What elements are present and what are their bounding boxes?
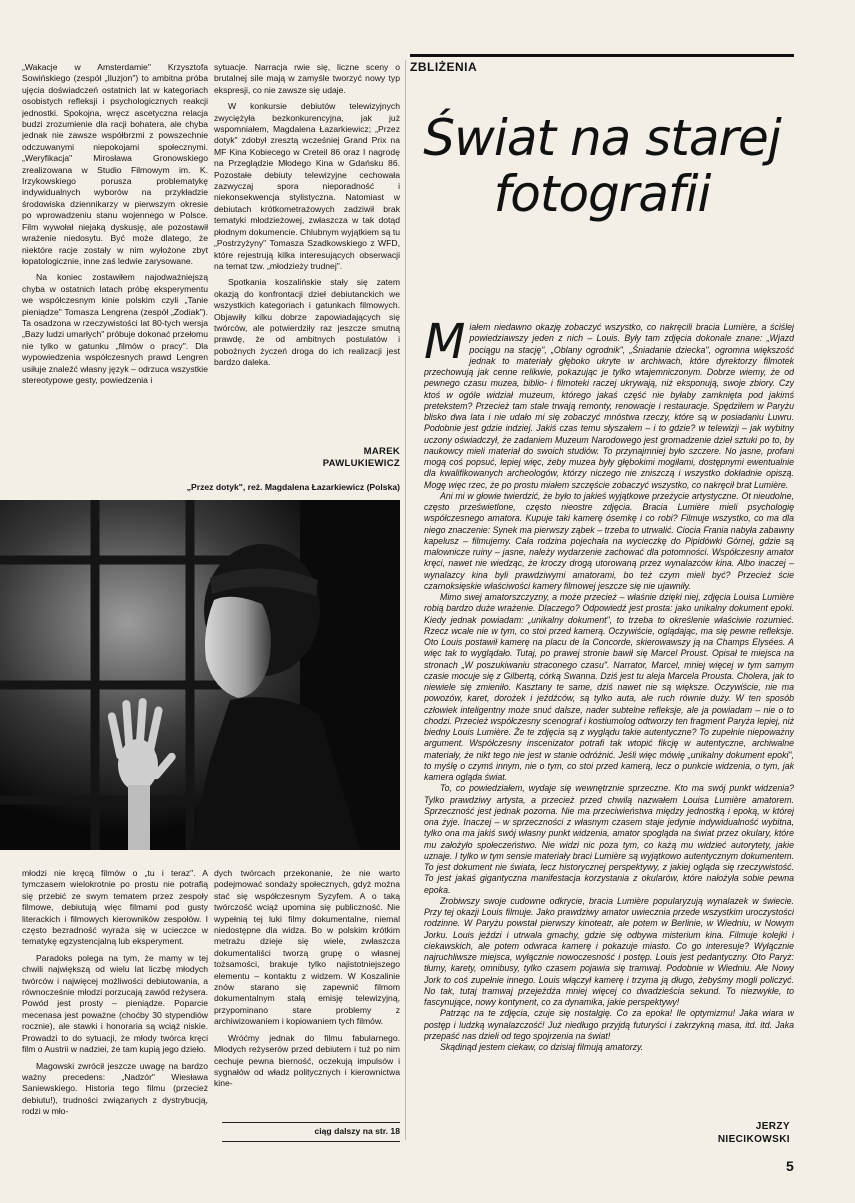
page-number: 5	[786, 1158, 794, 1174]
lead-paragraph-text: iałem niedawno okazję zobaczyć wszystko, co nakręcili bracia Lumière, a ściślej powiedziawszy jeden z nich – Louis. Były tam zdjęcia dokonale znane: „Wjazd pociągu na stację", „Oblany ogrodnik", „Śniadanie dziecka", ogromna większość jednak to materiały głęboko ukryte w archiwach, które dyrektorzy filmotek przechowują jak cenne relikwie, pokazując je tylko wtajemniczonym. Dobrze wiemy, że od pewnego czasu muzea, biblio- i filmoteki raczej ukrywają, niż eksponują, swoje zbiory. Czy ktoś w ogóle widział muzeum, którego jakaś część nie byłaby zamknięta pod jakimś pretekstem? Przecież tam stale trwają remonty, renowacje i restauracje. Spędziłem w Paryżu blisko dwa lata i nie udało mi się zobaczyć mnóstwa rzeczy, które są w posiadaniu Luwru. Podobnie jest gdzie indziej. Jakiś czas temu słyszałem – i to gdzie? w telewizji – jak wybitny uczony oświadczył, że zadaniem Muzeum Narodowego jest gromadzenie dzieł sztuki po to, by naukowcy mieli materiał do swoich studiów. To przynajmniej było szczere. No jasne, profani mogą coś popsuć, lepiej więc, żeby muzea były głębokimi mogiłami, dostępnymi ewentualnie dla kwalifikowanych archeologów, którzy niczego nie zniszczą i wszystko dokładnie opiszą. Mogę więc rzec, że po prostu miałem szczęście zobaczyć wszystko, co nakręcił brat Lumière.	[424, 322, 794, 490]
paragraph: Magowski zwrócił jeszcze uwagę na bardzo ważny precedens: „Nadzór" Wiesława Saniewskiego. Historia tego filmu (przecież debiutu!), trudności związanych z dystrybucją, rodzi w mło-	[22, 1060, 208, 1117]
paragraph: Zrobiwszy swoje cudowne odkrycie, bracia Lumière popularyzują wynalazek w świecie. Przy tej okazji Louis filmuje. Jako prawdziwy amator uwiecznia przede wszystkim uroczystości rodzinne. W Paryżu powstał pierwszy kinoteatr, ale potem w Berlinie, w Wiedniu, w Nowym Jorku. Louis jeździ i utrwala gmachy, gdzie się odbywa misterium kina. Filmuje kolejki i ciekawskich, ale potem odwraca kamerę i pokazuje miasto. Co go interesuje? Wyłącznie najruchliwsze miejsca, wyłącznie nowoczesność i postęp. Louis jest pedantyczny. Oto Paryż: tłumy, karety, omnibusy, tylko czasem pojawia się tramwaj. Podobnie w Wiedniu. Ale Nowy Jork to coś zupełnie innego. Louis włączył kamerę i trzyma ją długo, żebyśmy mogli policzyć. No tak, tutaj tramwaj przejeżdża mniej więcej co dwadzieścia sekund. To niezwykłe, to fascynujące, nowy kontynent, co za dynamika, jakie perspektywy!	[424, 895, 794, 1007]
paragraph: Na koniec zostawiłem najodważniejszą chyba w ostatnich latach próbę eksperymentu we współczesnym kinie polskim czyli „Tanie pieniądze" Tomasza Lengrena (zespół „Zodiak"). Ta osadzona w rzeczywistości lat 80-tych wersja „Bazy ludzi umarłych" próbuje dokonać przełomu nie tylko w gatunku „filmów o pracy". Dla wypowiedzenia współczesnych prawd Lengren usiłuje znaleźć własny język – odrzuca wszystkie stereotypowe gesty, powiedzenia i	[22, 272, 208, 385]
paragraph: Wróćmy jednak do filmu fabularnego. Młodych reżyserów przed debiutem i tuż po nim cechuje pewna bierność, oczekują impulsów i sygnałów od władz politycznych i kierownictwa kine-	[214, 1032, 400, 1089]
paragraph: dych twórcach przekonanie, że nie warto podejmować sondaży społecznych, gdyż można stać się współczesnym Syzyfem. A o taką twórczość wciąż upomina się publiczność. Nie wypełnią tej luki filmy dokumentalne, niemal niedostępne dla widza. Bo w polskim krótkim metrażu dzieje się wiele, zwłaszcza dokumentaliści tworzą grupę o własnej tożsamości, brakuje tylko najistotniejszego elementu – kontaktu z widzem. W Koszalinie znów starano się zapewnić filmom dokumentalnym stałą emisję telewizyjną, przypominano stare problemy z archiwizowaniem i kopiowaniem tych filmów.	[214, 868, 400, 1027]
review-signature	[323, 446, 400, 470]
film-still-photo	[0, 500, 400, 850]
signature-first-name: MAREK	[363, 446, 400, 457]
article-body	[424, 322, 794, 1122]
paragraph: sytuacje. Narracja rwie się, liczne sceny o brutalnej sile mają w zamyśle tworzyć nowy typ ekspresji, co nie zawsze się udaje.	[214, 62, 400, 95]
left-top-column-2	[214, 62, 400, 470]
paragraph: Mimo swej amatorszczyzny, a może przecież – właśnie dzięki niej, zdjęcia Louisa Lumière robią bardzo duże wrażenie. Dlaczego? Odpowiedź jest prosta: jako unikalny dokument epoki. Kiedy jednak powiadam: „unikalny dokument", to trzeba to określenie właściwie rozumieć. Rzecz wcale nie w tym, co stoi przed kamerą. Oczywiście, oglądając, ma się pewne refleksje. Oto Louis postawił kamerę na placu de la Concorde, skierowawszy ją na Champs Elysées. A więc tak to wyglądało. Tutaj, po prawej stronie bawił się Marcel Proust. Opisał te miejsca na stronach „W poszukiwaniu straconego czasu". Narrator, Marcel, mniej więcej w tym samym czasie mocuje się z Gilbertą, córką Swanna. Dziś jest tu aleja Marcela Prousta. Cholera, jak to niewiele się zmieniło. Kasztany te same, dziś nawet nie są większe. Oczywiście, nie ma powozów, karet, dorożek i jeźdźców, są tylko auta, ale ruch równie duży. W ten sposób człowiek inteligentny może snuć dalsze, nader subtelne refleksje, ale ja powiadam – nie o to chodzi. Przecież współczesny scenograf i kostiumolog odtworzy ten fragment Paryża lepiej, niż biedny Louis Lumière. Że te zdjęcia są z wyglądu takie autentyczne? To zupełnie niepoważny argument. Współczesny inscenizator potrafi tak wtopić fikcję w autentyczne, archiwalne materiały, że nikt tego nie jest w stanie odróżnić. Jeśli więc mówię „unikalny dokument epoki", to myślę o czymś innym, nie o tym, co stoi przed kamerą, lecz o punkcie widzenia, o tym, jak kamera ogląda świat.	[424, 592, 794, 782]
left-bottom-column-2	[214, 868, 400, 1118]
section-label: ZBLIŻENIA	[410, 60, 478, 74]
photo-caption: „Przez dotyk", reż. Magdalena Łazarkiewicz (Polska)	[186, 482, 400, 492]
left-bottom-column-1	[22, 868, 208, 1158]
paragraph: Ani mi w głowie twierdzić, że było to jakieś wyjątkowe przeżycie artystyczne. Ot nieudolne, często prześwietlone, często nieostre zdjęcia. Bracia Lumière mieli psychologię współczesnego amatora. Kupuje taki kamerę ósemkę i co robi? Filmuje wszystko, co ma dla niego znaczenie: Synek ma pierwszy ząbek – trzeba to utrwalić. Ciocia Frania nabyła zabawny kapelusz – filmujemy. Cała rodzina pojechała na wycieczkę do Pipidówki Górnej, gdzie są malownicze ruiny – jasne, należy wydarzenie zachować dla potomności. Współczesny amator kręci, nawet nie wiedząc, że kroczy drogą utorowaną przez wynalazców kina. Albo inaczej – wynalazcy kina byli prawdziwymi amatorami, bo też czym mieli być? Przecież ście czarnoksięskie właściwości kamery filmowej jeszcze się nie ujawniły.	[424, 490, 794, 591]
paragraph: W konkursie debiutów telewizyjnych zwyciężyła bezkonkurencyjna, jak już wspomniałem, Magdalena Łazarkiewicz; „Przez dotyk" zdobył zresztą wcześniej Grand Prix na MF Kina Kobiecego w Creteil 86 oraz I nagrodę na Przeglądzie Młodego Kina w Gdańsku 86. Pozostałe debiuty telewizyjne cechowała zazwyczaj spora nieporadność i niekonsekwencja stylistyczna. Natomiast w debiutach krótkometrażowych zadziwił brak tematyki młodzieżowej, zwłaszcza w tak dotąd płodnym dokumencie. Chlubnym wyjątkiem są tu „Postrzyżyny" Tomasza Szadkowskiego z WFD, które rejestrują kilka interesujących obserwacji na temat tzw. „młodzieży trudnej".	[214, 101, 400, 271]
article-author	[600, 1120, 790, 1146]
continued-rule-top	[222, 1122, 400, 1123]
continued-note: ciąg dalszy na str. 18	[314, 1126, 400, 1136]
photo-illustration	[0, 500, 400, 850]
paragraph: młodzi nie kręcą filmów o „tu i teraz". A tymczasem wielokrotnie po prostu nie potrafią się przebić ze swym tematem przez zespoły filmowe, debiutują więc filmami pod gusty literackich i filmowych kierowników zespołów. I często bezradność wyraża się w ucieczce w tematykę egzystencjalną lub eksperyment.	[22, 868, 208, 947]
paragraph: Paradoks polega na tym, że mamy w tej chwili największą od wielu lat liczbę młodych twórców i najwięcej możliwości debiutowania, a równocześnie młodzi porzucają zawód reżysera. Powód jest prosty – pieniądze. Poparcie mecenasa jest poważne (choćby 30 stypendiów rocznie), ale stawki i honoraria są wciąż niskie. Prowadzi to do sytuacji, że młody twórca kręci film o Austrii w nadziei, że tam kupią jego dzieło.	[22, 952, 208, 1055]
paragraph: Patrząc na te zdjęcia, czuje się nostalgię. Co za epoka! Ile optymizmu! Jaka wiara w postęp i ludzką wynalazczość! Już niedługo przyjdą futuryści i zakrzykną masa, itd. itd. Jaka przepaść nas dzieli od tego spojrzenia na świat!	[424, 1008, 794, 1041]
headline-line-1: Świat na starej	[423, 109, 781, 167]
signature-last-name: PAWLUKIEWICZ	[322, 458, 400, 469]
left-top-column-1	[22, 62, 208, 474]
lead-paragraph	[424, 322, 794, 491]
author-last-name: NIECIKOWSKI	[717, 1134, 790, 1145]
drop-cap: M	[424, 322, 466, 370]
headline-line-2: fotografii	[493, 165, 711, 223]
paragraph: „Wakacje w Amsterdamie" Krzysztofa Sowińskiego (zespół „Iluzjon") to ambitna próba ujęcia doświadczeń ostatnich lat w kategoriach osobistych refleksji i psychologicznych reakcji jednostki. Spokojna, wręcz ascetyczna relacja budzi zrozumienie dla racji bohatera, ale chyba jednak nie zawsze współbrzmi z powszechnie odczuwanymi niepokojami społecznymi. „Weryfikacja" Mirosława Gronowskiego zrealizowana w Studio Filmowym im. K. Irzykowskiego porusza problematykę indywidualnych wyborów na przykładzie środowiska dziennikarzy w pierwszym okresie po wprowadzeniu stanu wojennego w Polsce. Film wywołał niejaką dyskusję, ale pozostawił wrażenie niedosytu. Być może dlatego, że niektóre racje zostały w nim wyłożone zbyt łopatologicznie, inne zaś ledwie zarysowane.	[22, 62, 208, 266]
author-first-name: JERZY	[755, 1121, 790, 1132]
article-headline	[410, 110, 794, 222]
paragraph: To, co powiedziałem, wydaje się wewnętrznie sprzeczne. Kto ma swój punkt widzenia? Tylko prawdziwy artysta, a przecież przed chwilą nazwałem Louisa Lumière amatorem. Sprzeczność jest jednak pozorna. Nie ma przeciwieństwa między jednostką i epoką, w której ona żyje. Inaczej – w sprzeczności z własnym czasem staje jedynie indywidualność wybitna, tylko ona ma jakiś swój własny punkt widzenia, amator spogląda na świat przez okulary, które mu założyło społeczeństwo. Nie widzi nic poza tym, co każą mu widzieć autorytety, jakie uznaje. I tylko w tym sensie materiały braci Lumière są wyjątkowo autentycznym dokumentem. To jest dokument nie świata, lecz historycznej perspektywy, z jakiej ogląda się rzeczywistość. To jest jakaś gigantyczna manifestacja korzystania z okularów, które nałożyła sobie pewna epoka.	[424, 783, 794, 895]
paragraph: Skądinąd jestem ciekaw, co dzisiaj filmują amatorzy.	[440, 1042, 644, 1052]
continued-rule-bottom	[222, 1141, 400, 1142]
column-divider	[405, 60, 406, 1140]
paragraph: Spotkania koszalińskie stały się zatem okazją do konfrontacji dzieł debiutanckich we wszystkich kategoriach i gatunkach filmowych. Objawiły kilku dobrze zapowiadających się twórców, ale potwierdziły raz jeszcze smutną prawdę, że od ambitnych postulatów i pobożnych życzeń droga do ich realizacji jest bardzo daleka.	[214, 277, 400, 368]
